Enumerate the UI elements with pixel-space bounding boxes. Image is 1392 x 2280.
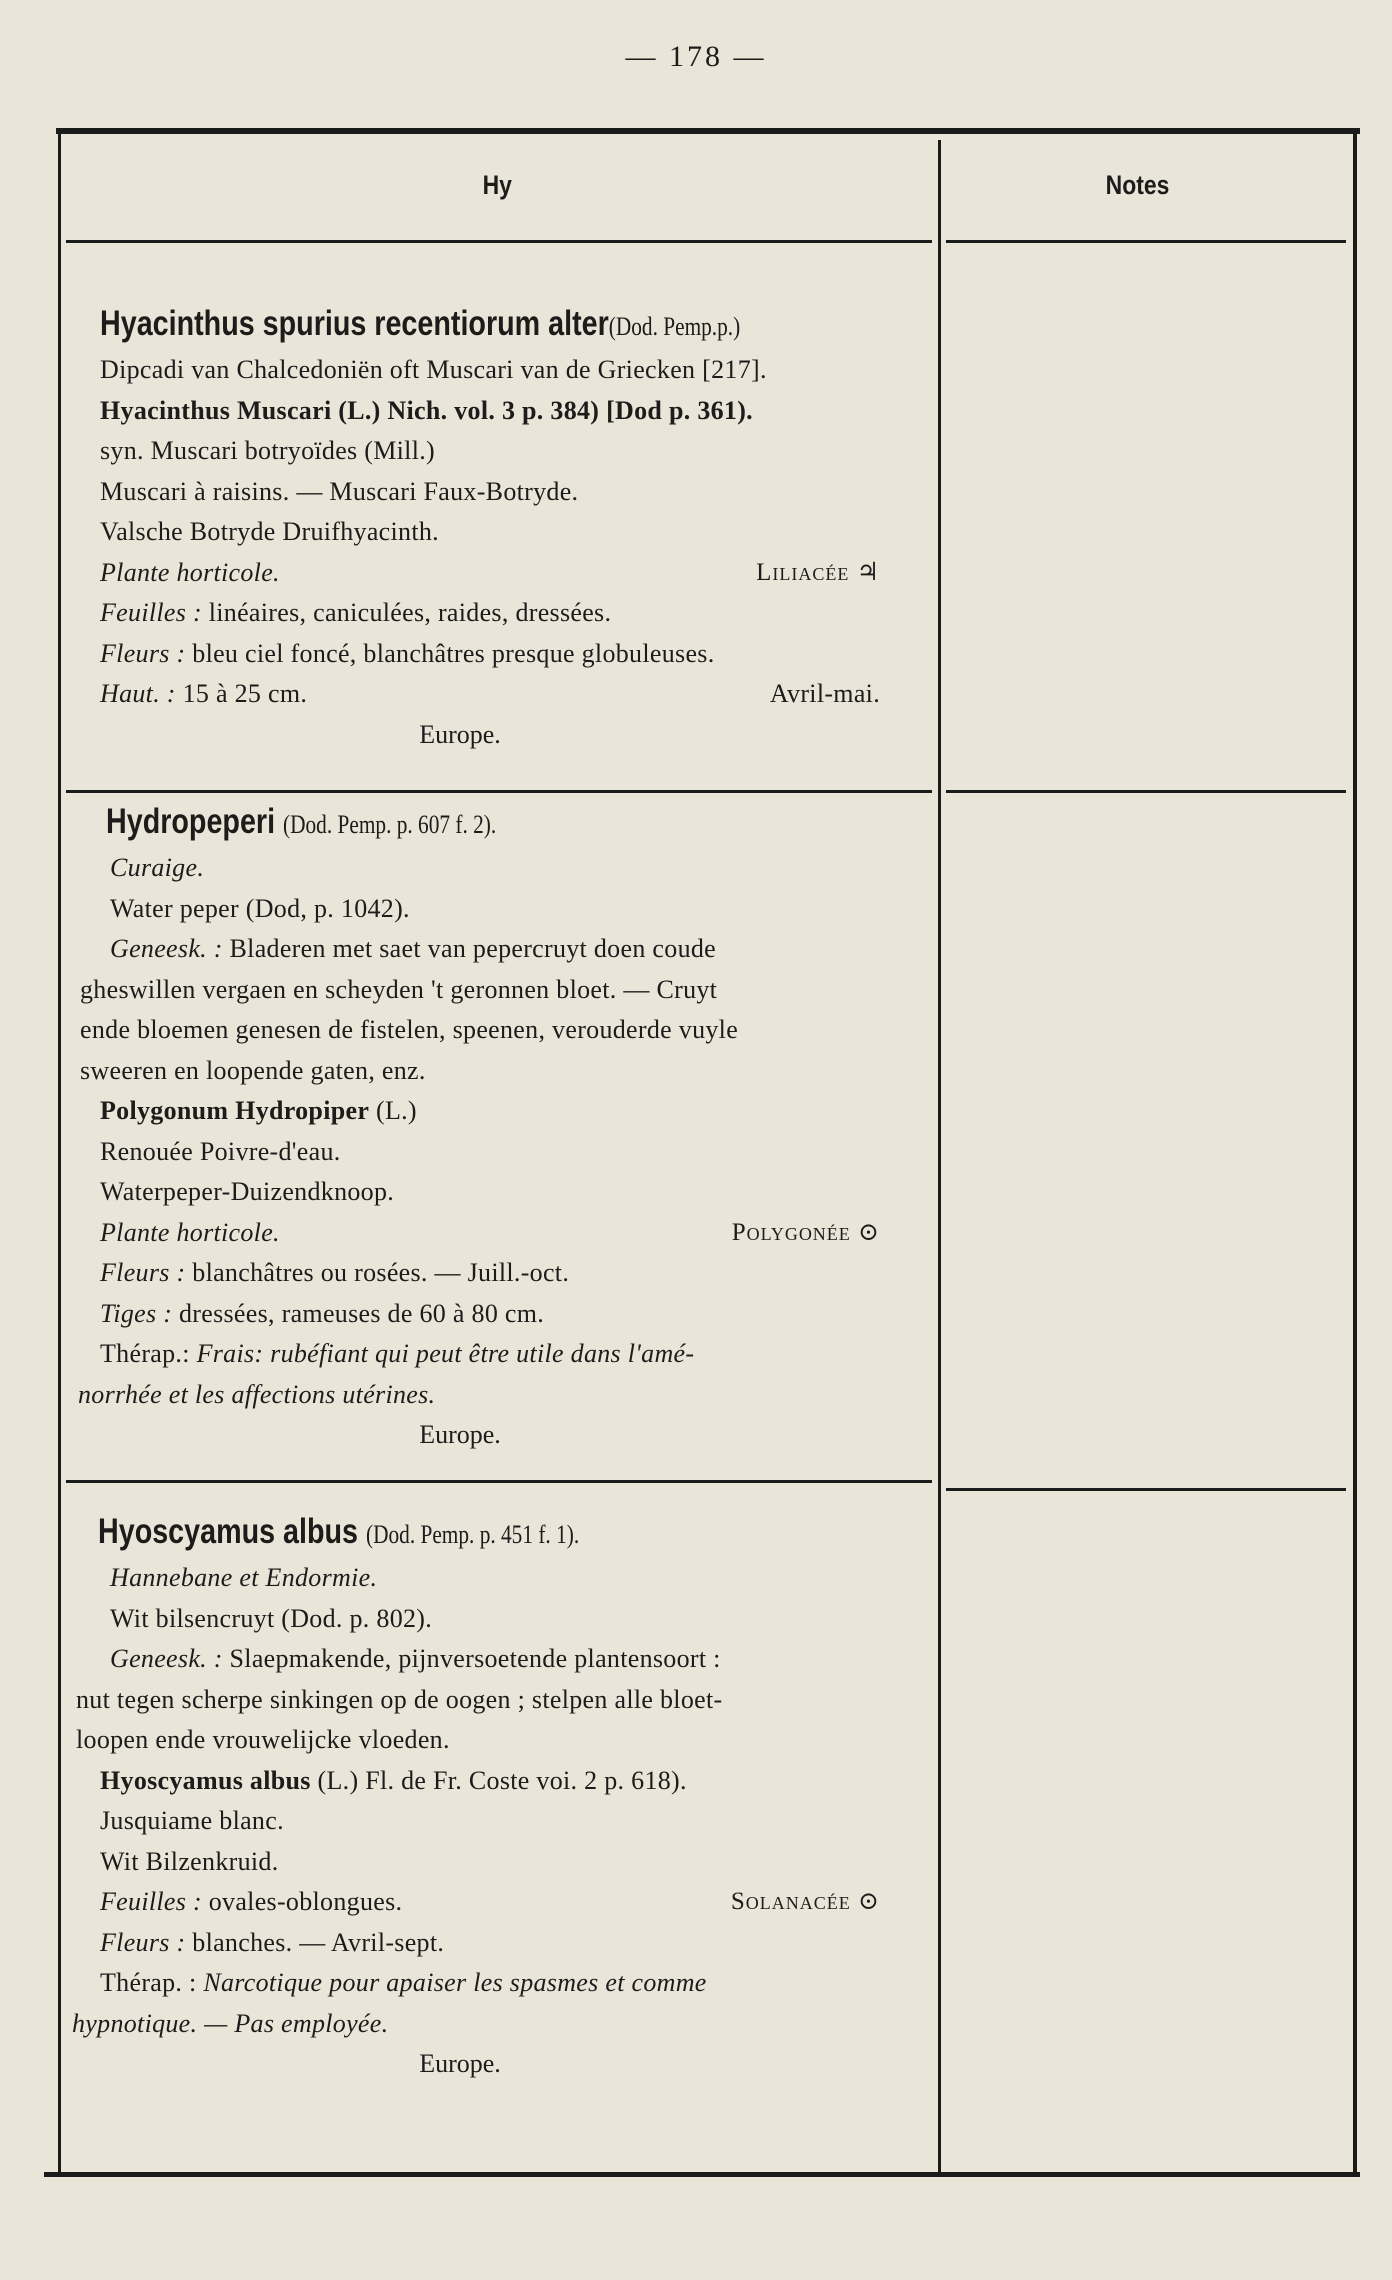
plante-label: Plante horticole. — [100, 1217, 280, 1247]
haut-text: 15 à 25 cm. — [182, 679, 308, 708]
entry-separator-2-right — [946, 1488, 1346, 1491]
table-bottom-rule — [44, 2172, 1360, 2177]
family-label: Liliacée ♃ — [756, 558, 880, 586]
header-rule-right — [946, 240, 1346, 243]
therap-line — [100, 1963, 930, 2004]
therap-line: hypnotique. — Pas employée. — [72, 2008, 389, 2038]
water-peper-line: Water peper (Dod, p. 1042). — [110, 893, 410, 923]
haut-line — [100, 674, 930, 715]
geneesk-label: Geneesk. : — [110, 934, 223, 963]
common-name: Hannebane et Endormie. — [110, 1563, 378, 1592]
fleurs-label: Fleurs : — [100, 1258, 186, 1287]
family-label: Solanacée ⊙ — [730, 1888, 880, 1915]
fleurs-label: Fleurs : — [100, 1927, 186, 1957]
feuilles-line — [100, 593, 930, 634]
tiges-label: Tiges : — [100, 1298, 173, 1328]
region-label: Europe. — [419, 1420, 501, 1449]
entry-line: Muscari à raisins. — Muscari Faux-Botryde. — [100, 476, 579, 506]
haut-label: Haut. : — [100, 679, 176, 708]
table-left-rule — [58, 130, 61, 2175]
table-right-rule — [1353, 132, 1357, 2177]
plante-line — [100, 553, 930, 594]
therap-label: Thérap.: — [100, 1339, 190, 1368]
plante-line — [100, 1213, 930, 1254]
region-label: Europe. — [419, 2049, 501, 2078]
geneesk-line: loopen ende vrouwelijcke vloeden. — [76, 1725, 450, 1754]
dutch-name: Wit Bilzenkruid. — [100, 1846, 279, 1876]
latin-name-line — [100, 1091, 930, 1132]
fleurs-label: Fleurs : — [100, 638, 186, 668]
therap-text: Frais: rubéfiant qui peut être utile dans l'amé- — [196, 1339, 695, 1368]
entry-line: Hyacinthus Muscari (L.) Nich. vol. 3 p. 384) [Dod p. 361). — [100, 395, 753, 425]
latin-name: Polygonum Hydropiper — [100, 1096, 370, 1125]
fleurs-text: blanches. — Avril-sept. — [192, 1927, 445, 1957]
entry-title: Hyacinthus spurius recentiorum alter(Dod. Pemp.p.) — [100, 304, 741, 343]
fleurs-line — [100, 634, 930, 675]
geneesk-line — [100, 1639, 930, 1680]
entry-separator-1-left — [66, 790, 932, 793]
therap-label: Thérap. : — [100, 1968, 197, 1997]
fleurs-line — [100, 1923, 930, 1964]
family-label: Polygonée ⊙ — [731, 1218, 880, 1246]
tiges-text: dressées, rameuses de 60 à 80 cm. — [178, 1298, 545, 1328]
feuilles-text: linéaires, caniculées, raides, dressées. — [208, 598, 612, 627]
wit-bilsencruyt-line: Wit bilsencruyt (Dod. p. 802). — [110, 1603, 433, 1633]
entry-line: syn. Muscari botryoïdes (Mill.) — [100, 436, 435, 465]
fleurs-text: blanchâtres ou rosées. — Juill.-oct. — [192, 1258, 570, 1287]
therap-line: norrhée et les affections utérines. — [78, 1379, 436, 1409]
entry-line: Dipcadi van Chalcedoniën oft Muscari van de Griecken [217]. — [100, 355, 767, 384]
column-header-hy: Hy — [482, 170, 512, 200]
entry-hyoscyamus-albus — [72, 1506, 930, 2085]
latin-authority: (L.) — [375, 1096, 417, 1125]
fleurs-text: bleu ciel foncé, blanchâtres presque globuleuses. — [192, 638, 715, 668]
french-name: Renouée Poivre-d'eau. — [100, 1136, 341, 1166]
entry-title: Hyoscyamus albus (Dod. Pemp. p. 451 f. 1). — [98, 1512, 580, 1551]
page-number: — 178 — — [625, 40, 767, 73]
geneesk-line: gheswillen vergaen en scheyden 't geronnen bloet. — Cruyt — [80, 974, 718, 1004]
geneesk-line: ende bloemen genesen de fistelen, speenen, verouderde vuyle — [80, 1015, 739, 1044]
latin-name-line — [100, 1761, 930, 1802]
latin-name: Hyoscyamus albus — [100, 1765, 311, 1795]
latin-reference: (L.) Fl. de Fr. Coste voi. 2 p. 618). — [317, 1765, 687, 1795]
feuilles-label: Feuilles : — [100, 598, 202, 627]
geneesk-line — [100, 929, 930, 970]
entry-line: Valsche Botryde Druifhyacinth. — [100, 517, 439, 546]
column-header-notes: Notes — [1105, 170, 1170, 200]
table-top-rule — [56, 128, 1360, 134]
therap-line — [100, 1334, 930, 1375]
header-rule-left — [66, 240, 932, 243]
geneesk-text: Slaepmakende, pijnversoetende plantensoort : — [229, 1644, 721, 1673]
region-label: Europe. — [419, 719, 501, 749]
therap-text: Narcotique pour apaiser les spasmes et comme — [203, 1968, 707, 1997]
geneesk-line: nut tegen scherpe sinkingen op de oogen ; stelpen alle bloet- — [76, 1684, 723, 1714]
entry-hydropeperi — [78, 796, 930, 1456]
common-name: Curaige. — [110, 853, 205, 882]
plante-label: Plante horticole. — [100, 557, 280, 587]
entry-separator-2-left — [66, 1480, 932, 1483]
dutch-name: Waterpeper-Duizendknoop. — [100, 1177, 395, 1206]
entry-title: Hydropeperi (Dod. Pemp. p. 607 f. 2). — [106, 802, 497, 841]
geneesk-line: sweeren en loopende gaten, enz. — [80, 1055, 426, 1085]
geneesk-label: Geneesk. : — [110, 1644, 223, 1673]
column-divider — [938, 140, 941, 2175]
french-name: Jusquiame blanc. — [100, 1806, 284, 1835]
feuilles-text: ovales-oblongues. — [208, 1887, 403, 1916]
period-text: Avril-mai. — [769, 679, 880, 708]
geneesk-text: Bladeren met saet van pepercruyt doen coude — [229, 934, 717, 963]
feuilles-label: Feuilles : — [100, 1887, 202, 1916]
fleurs-line — [100, 1253, 930, 1294]
entry-hyacinthus-spurius — [100, 298, 930, 755]
tiges-line — [100, 1294, 930, 1335]
entry-separator-1-right — [946, 790, 1346, 793]
